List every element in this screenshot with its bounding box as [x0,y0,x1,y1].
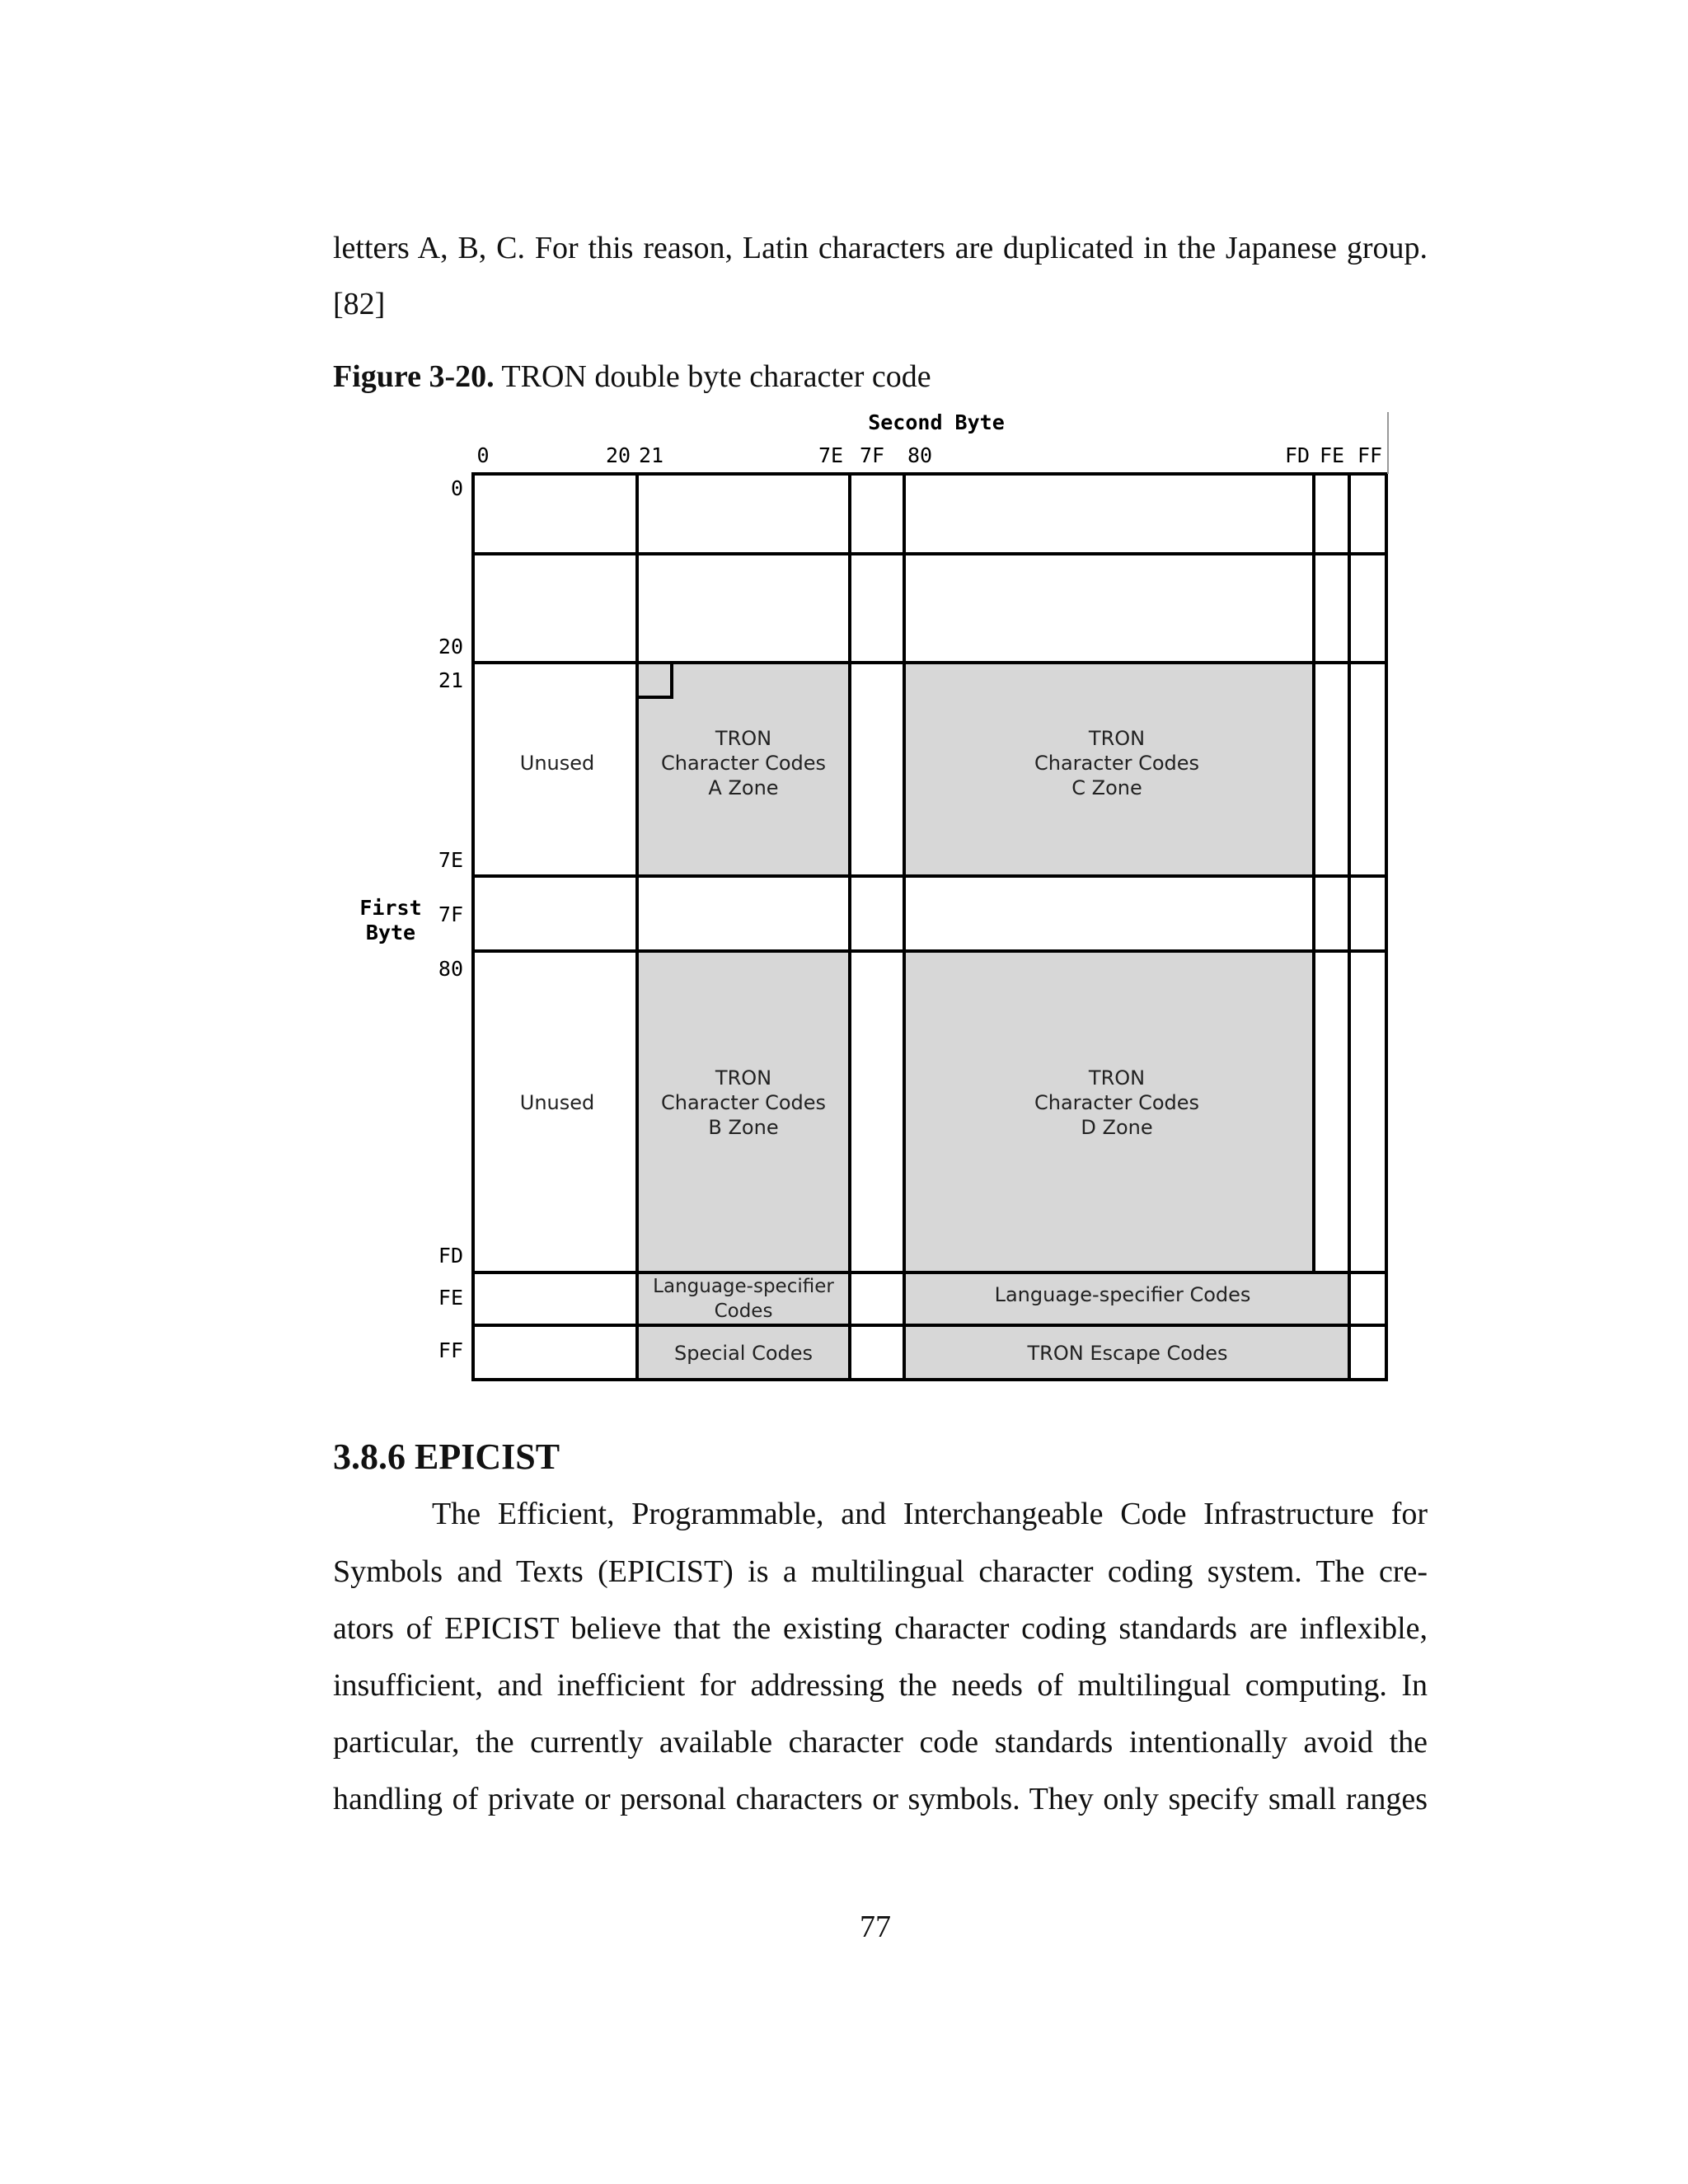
row-tick-80: 80 [438,957,463,981]
zone-c-line-2: Character Codes [1034,752,1200,775]
paragraph-line-5: particular, the currently available character code standards intentionally avoid the [333,1725,1428,1760]
lang-spec-left-line-2: Codes [714,1301,773,1322]
col-tick-fe: FE [1319,443,1345,467]
zone-a-line-3: A Zone [708,776,779,799]
special-codes-label: Special Codes [673,1342,814,1365]
paragraph-line-3: ators of EPICIST believe that the existing character coding standards are inflexible, [333,1611,1428,1646]
zone-a-line-2: Character Codes [660,752,827,775]
col-tick-7f: 7F [859,443,885,467]
row-tick-0: 0 [450,476,463,500]
body-line-1: letters A, B, C. For this reason, Latin characters are duplicated in the Japanese group. [333,231,1428,265]
row-tick-21: 21 [438,668,463,692]
paragraph-line-1: The Efficient, Programmable, and Interchangeable Code Infrastructure for [432,1497,1428,1531]
row-tick-fd: FD [438,1244,463,1268]
col-tick-ff: FF [1357,443,1383,467]
body-line-2: [82] [333,287,386,321]
col-tick-21: 21 [638,443,664,467]
paragraph-line-2: Symbols and Texts (EPICIST) is a multilingual character coding system. The cre- [333,1554,1428,1589]
page-number: 77 [860,1910,891,1944]
row-tick-fe: FE [438,1286,463,1310]
col-tick-20: 20 [605,443,631,467]
col-tick-0: 0 [476,443,490,467]
zone-d-line-1: TRON [1088,1066,1146,1090]
row-tick-7e: 7E [438,848,463,872]
zone-a-line-1: TRON [715,727,772,750]
row-tick-ff: FF [438,1338,463,1362]
unused-top-label: Unused [519,752,595,775]
zone-b-line-2: Character Codes [660,1091,827,1114]
unused-bottom-label: Unused [519,1091,595,1114]
escape-codes-label: TRON Escape Codes [1027,1342,1228,1365]
section-heading: 3.8.6 EPICIST [333,1436,560,1477]
figure-number: Figure 3-20. [333,359,495,394]
col-tick-fd: FD [1284,443,1311,467]
row-tick-7f: 7F [438,902,463,926]
zone-b-line-1: TRON [715,1066,772,1090]
figure-title: TRON double byte character code [494,359,931,394]
zone-d-line-3: D Zone [1081,1116,1153,1139]
second-byte-title: Second Byte [868,410,1005,434]
zone-c-line-3: C Zone [1071,776,1142,799]
col-tick-80: 80 [907,443,933,467]
row-tick-20: 20 [438,635,463,658]
lang-spec-left-line-1: Language-specifier [653,1276,834,1297]
zone-c-line-1: TRON [1088,727,1146,750]
col-tick-7e: 7E [818,443,844,467]
zone-b-line-3: B Zone [708,1116,779,1139]
first-byte-title-1: First [359,896,422,920]
first-byte-title-2: Byte [365,921,416,944]
paragraph-line-6: handling of private or personal characters or symbols. They only specify small ranges [333,1782,1428,1816]
paragraph-line-4: insufficient, and inefficient for addressing the needs of multilingual computing. In [333,1668,1428,1703]
zone-d-line-2: Character Codes [1034,1091,1200,1114]
lang-spec-right-label: Language-specifier Codes [994,1283,1251,1306]
